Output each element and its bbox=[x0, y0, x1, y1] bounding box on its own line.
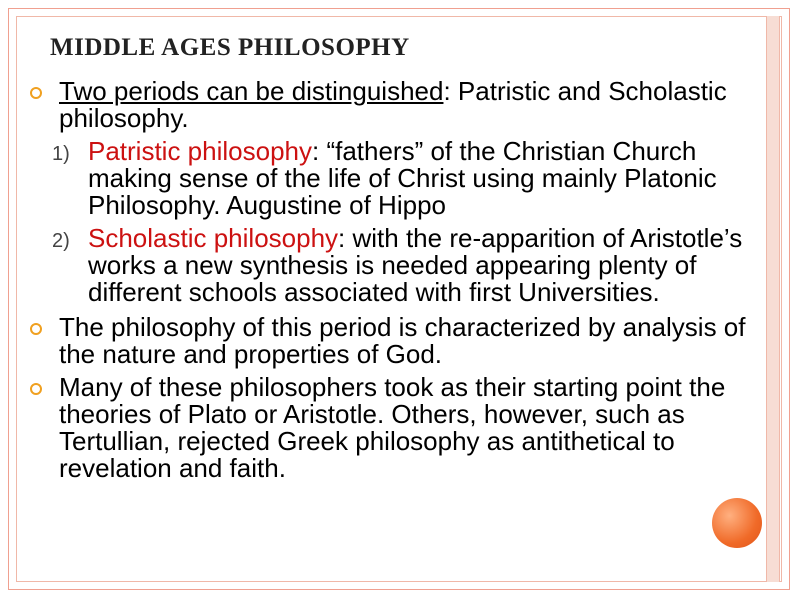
sub-list bbox=[30, 138, 760, 306]
bullet-circle-icon bbox=[30, 323, 42, 335]
sub-item-number: 2) bbox=[52, 230, 70, 252]
slide-content bbox=[30, 78, 760, 488]
bullet-circle-icon bbox=[30, 383, 42, 395]
slide-title: MIDDLE AGES PHILOSOPHY bbox=[50, 34, 410, 61]
sub-item-term: Patristic philosophy bbox=[88, 136, 312, 166]
bullet-item bbox=[30, 314, 760, 368]
bullet-item bbox=[30, 78, 760, 132]
bullet-text: The philosophy of this period is characterized by analysis of the nature and properties of God. bbox=[59, 312, 746, 369]
bullet-text: : Patristic and Scholastic philosophy. bbox=[59, 76, 727, 133]
bullet-circle-icon bbox=[30, 87, 42, 99]
sub-item-text: : “fathers” of the Christian Church making sense of the life of Christ using mainly Platonic Philosophy. Augustine of Hippo bbox=[88, 136, 717, 220]
bullet-underlined-text: Two periods can be distinguished bbox=[59, 76, 444, 106]
orange-ball-decoration bbox=[712, 498, 762, 548]
sub-item-term: Scholastic philosophy bbox=[88, 223, 339, 253]
sub-item-number: 1) bbox=[52, 143, 70, 165]
sub-item-text: : with the re-apparition of Aristotle’s works a new synthesis is needed appearing plenty of different schools associated with first Universities. bbox=[88, 223, 743, 307]
bullet-text: Many of these philosophers took as their starting point the theories of Plato or Aristotle. Others, however, such as Tertullian, rejected Greek philosophy as antithetical to revelation and faith. bbox=[59, 372, 726, 483]
bullet-item bbox=[30, 374, 760, 482]
sub-item-patristic bbox=[30, 138, 760, 219]
sub-item-scholastic bbox=[30, 225, 760, 306]
slide-side-band bbox=[766, 16, 780, 582]
